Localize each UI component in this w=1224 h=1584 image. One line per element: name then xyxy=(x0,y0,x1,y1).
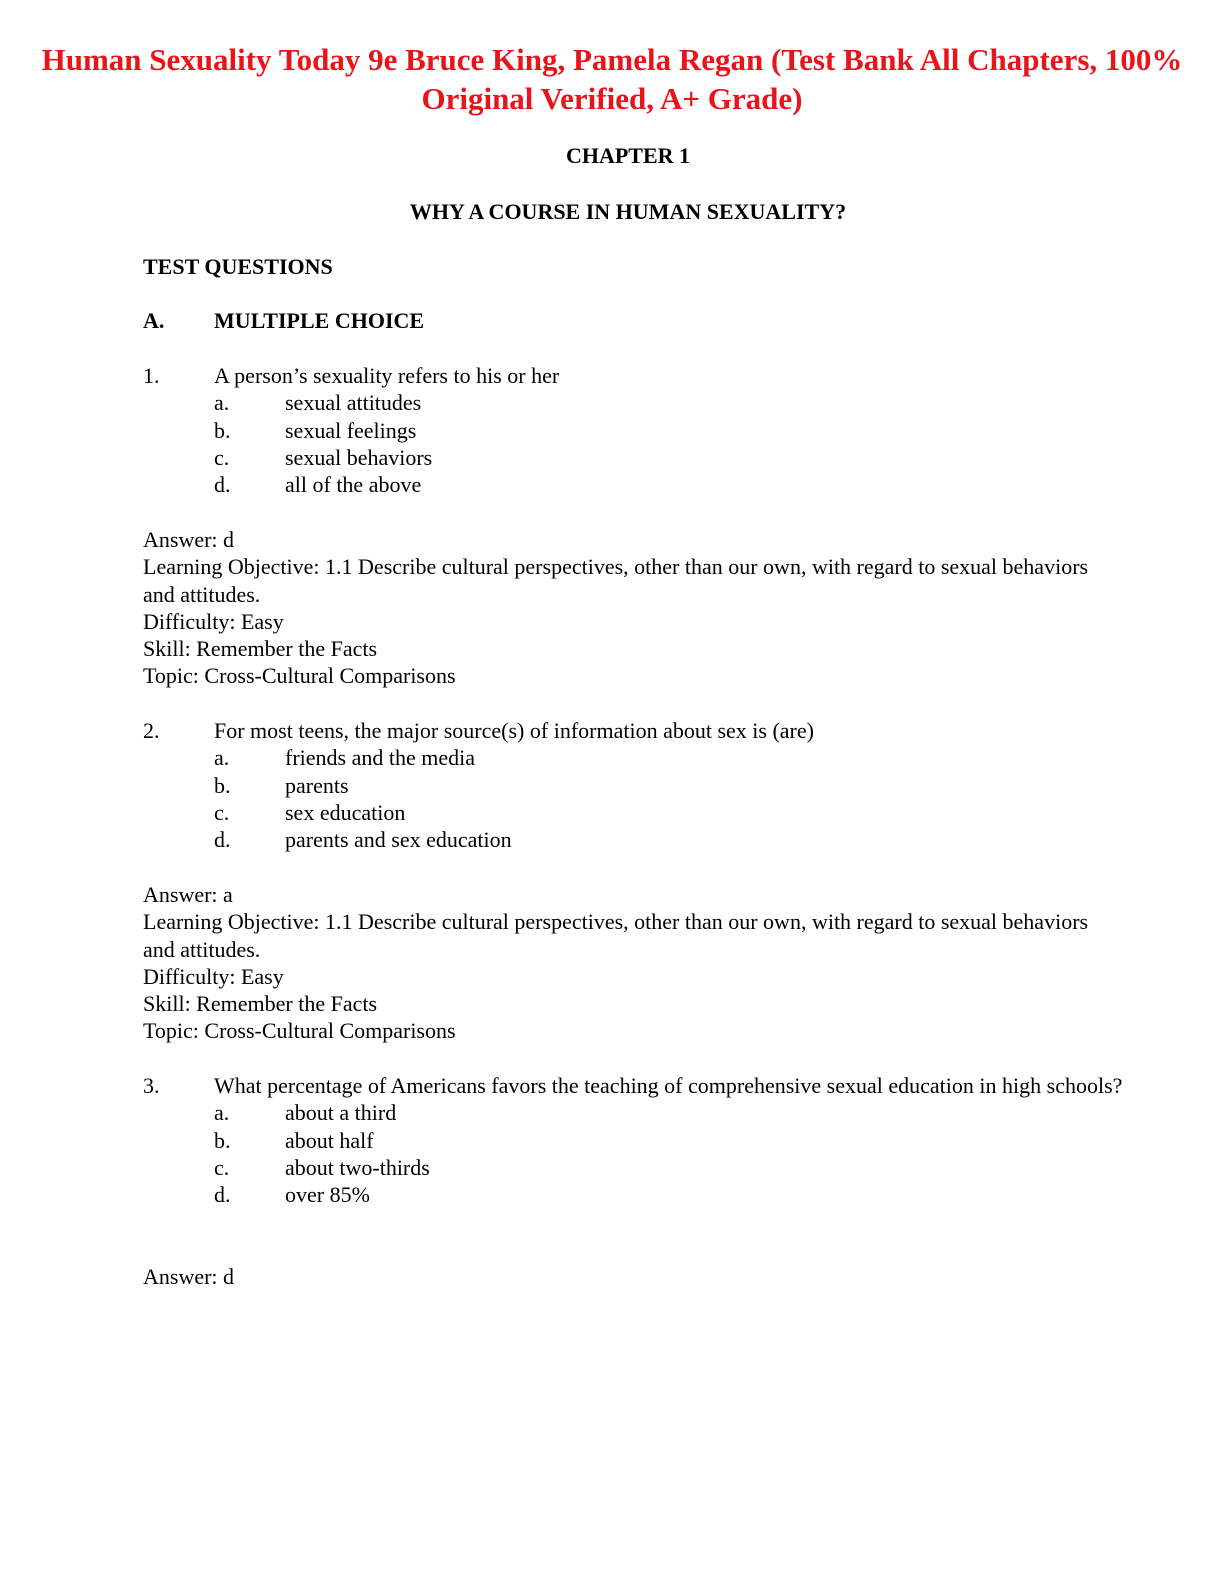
choice-text: sex education xyxy=(285,799,406,825)
choice-letter: d. xyxy=(214,827,231,853)
learning-objective: Learning Objective: 1.1 Describe cultural perspectives, other than our own, with regard to sexual behaviors and attitudes. xyxy=(143,909,1089,962)
choice-b xyxy=(143,772,1123,799)
document-title: Human Sexuality Today 9e Bruce King, Pamela Regan (Test Bank All Chapters, 100% Original Verified, A+ Grade) xyxy=(41,42,1183,116)
question-number: 3. xyxy=(143,1073,160,1098)
choice-c xyxy=(143,799,1123,826)
choice-d xyxy=(143,471,1123,498)
subsection-letter: A. xyxy=(143,308,165,333)
choice-a xyxy=(143,389,1123,416)
choice-text: parents and sex education xyxy=(285,827,512,853)
topic: Topic: Cross-Cultural Comparisons xyxy=(143,663,456,689)
question-stem: For most teens, the major source(s) of information about sex is (are) xyxy=(214,718,814,743)
choice-a xyxy=(143,1099,1123,1126)
chapter-title: WHY A COURSE IN HUMAN SEXUALITY? xyxy=(409,199,847,224)
question-stem: A person’s sexuality refers to his or her xyxy=(214,363,560,388)
choice-letter: d. xyxy=(214,1182,231,1208)
skill: Skill: Remember the Facts xyxy=(143,636,378,662)
choice-text: friends and the media xyxy=(285,745,475,771)
choice-text: sexual behaviors xyxy=(285,444,433,470)
chapter-heading: CHAPTER 1 xyxy=(565,143,691,168)
question-number: 2. xyxy=(143,718,160,743)
choice-text: all of the above xyxy=(285,472,422,498)
choice-d xyxy=(143,826,1123,853)
skill: Skill: Remember the Facts xyxy=(143,991,378,1017)
choice-a xyxy=(143,744,1123,771)
choice-text: about two-thirds xyxy=(285,1154,430,1180)
question-3 xyxy=(143,1072,1123,1208)
choice-b xyxy=(143,417,1123,444)
learning-objective: Learning Objective: 1.1 Describe cultural perspectives, other than our own, with regard to sexual behaviors and attitudes. xyxy=(143,554,1089,607)
subsection-label: MULTIPLE CHOICE xyxy=(214,308,425,333)
choice-letter: c. xyxy=(214,444,230,470)
question-1 xyxy=(143,362,1123,498)
choice-text: about half xyxy=(285,1127,374,1153)
choice-letter: b. xyxy=(214,1127,231,1153)
choice-letter: a. xyxy=(214,745,230,771)
choice-letter: b. xyxy=(214,772,231,798)
choice-text: about a third xyxy=(285,1100,397,1126)
section-heading: TEST QUESTIONS xyxy=(143,254,333,279)
answer-line: Answer: d xyxy=(143,527,235,552)
choice-letter: c. xyxy=(214,1154,230,1180)
choice-letter: c. xyxy=(214,799,230,825)
choice-letter: a. xyxy=(214,1100,230,1126)
choice-text: sexual feelings xyxy=(285,417,417,443)
choice-d xyxy=(143,1181,1123,1208)
choice-b xyxy=(143,1127,1123,1154)
answer-line: Answer: a xyxy=(143,882,233,907)
answer-block-3 xyxy=(143,1263,1103,1290)
topic: Topic: Cross-Cultural Comparisons xyxy=(143,1018,456,1044)
question-number: 1. xyxy=(143,363,160,388)
answer-block-2 xyxy=(143,881,1103,1045)
choice-text: sexual attitudes xyxy=(285,390,422,416)
choice-letter: a. xyxy=(214,390,230,416)
difficulty: Difficulty: Easy xyxy=(143,608,284,634)
choice-text: parents xyxy=(285,772,349,798)
choice-c xyxy=(143,1154,1123,1181)
question-stem: What percentage of Americans favors the teaching of comprehensive sexual education in high schools? xyxy=(214,1073,1123,1098)
choice-c xyxy=(143,444,1123,471)
choice-letter: d. xyxy=(214,472,231,498)
choice-text: over 85% xyxy=(285,1182,370,1208)
answer-line: Answer: d xyxy=(143,1264,235,1289)
choice-letter: b. xyxy=(214,417,231,443)
answer-block-1 xyxy=(143,526,1103,690)
difficulty: Difficulty: Easy xyxy=(143,963,284,989)
question-2 xyxy=(143,717,1123,853)
